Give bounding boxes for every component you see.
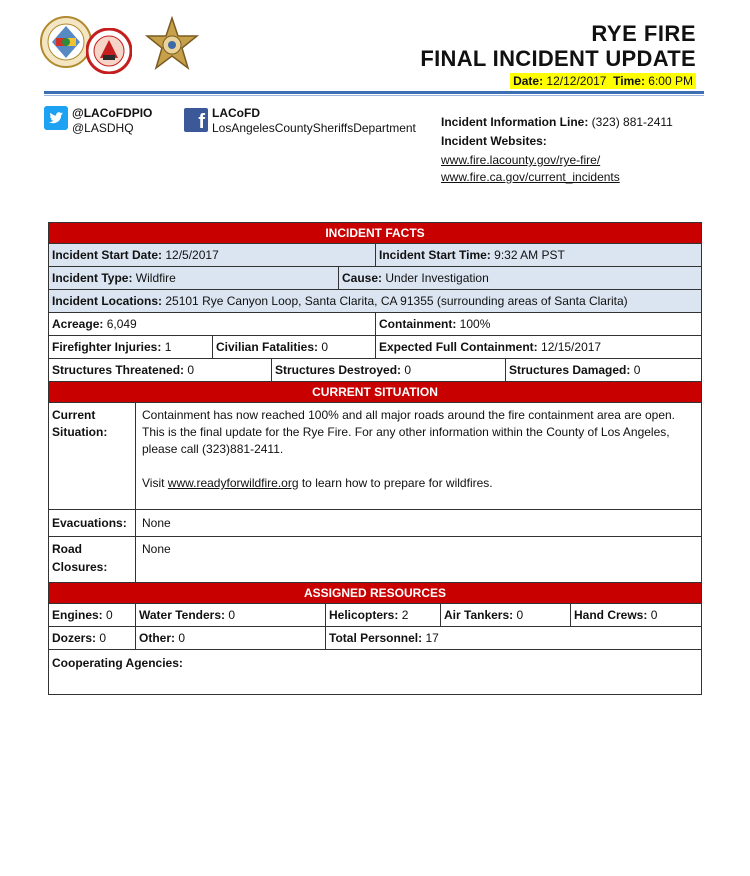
locations-value: 25101 Rye Canyon Loop, Santa Clarita, CA 91355 (surrounding areas of Santa Clarita) (165, 294, 628, 308)
hand-crews-label: Hand Crews: (574, 608, 648, 622)
time-value: 6:00 PM (648, 74, 693, 88)
visit-line (142, 475, 691, 492)
readyforwildfire-link[interactable]: www.readyforwildfire.org (167, 476, 299, 490)
header-divider (44, 91, 704, 94)
type-value: Wildfire (135, 271, 176, 285)
type-label: Incident Type: (52, 271, 133, 285)
total-personnel-value: 17 (425, 631, 439, 645)
county-seal-icon (40, 16, 92, 68)
road-closures-row (49, 537, 701, 583)
date-label: Date: (513, 74, 544, 88)
water-tenders-label: Water Tenders: (139, 608, 226, 622)
situation-text: Containment has now reached 100% and all major roads around the fire containment area are open. This is the final update for the Rye Fire. For any other information within the County of Los Angeles, please call (323)881-2411. (142, 408, 675, 456)
facebook-name-fire[interactable]: LACoFD (212, 106, 260, 120)
situation-text-cell (136, 403, 701, 509)
start-date-value: 12/5/2017 (165, 248, 219, 262)
injuries-row (49, 336, 701, 359)
title-block (420, 22, 696, 90)
twitter-handle-fire[interactable]: @LACoFDPIO (72, 106, 153, 120)
containment-cell (376, 313, 701, 335)
civ-fatalities-label: Civilian Fatalities: (216, 340, 319, 354)
start-date-cell (49, 244, 376, 266)
threatened-cell (49, 359, 272, 381)
current-situation-header: CURRENT SITUATION (49, 382, 701, 403)
structures-row (49, 359, 701, 382)
helicopters-label: Helicopters: (329, 608, 399, 622)
engines-cell (49, 604, 136, 626)
websites-label: Incident Websites: (441, 134, 547, 148)
containment-value: 100% (459, 317, 491, 331)
resources-row-2 (49, 627, 701, 650)
agency-logos (40, 16, 210, 80)
facebook-names (212, 106, 416, 136)
info-line (441, 114, 673, 131)
situation-label-line1: Current (52, 408, 96, 422)
website-link-lacounty[interactable]: www.fire.lacounty.gov/rye-fire/ (441, 153, 601, 167)
road-closures-value: None (142, 542, 171, 556)
incident-facts-header: INCIDENT FACTS (49, 223, 701, 244)
time-label: Time: (613, 74, 645, 88)
website-link-calfire[interactable]: www.fire.ca.gov/current_incidents (441, 170, 620, 184)
locations-row (49, 290, 701, 313)
resources-row-1 (49, 604, 701, 627)
info-line-value: (323) 881-2411 (591, 115, 673, 129)
start-row (49, 244, 701, 267)
containment-label: Containment: (379, 317, 457, 331)
expected-containment-value: 12/15/2017 (541, 340, 602, 354)
destroyed-label: Structures Destroyed: (275, 363, 402, 377)
cause-value: Under Investigation (385, 271, 489, 285)
incident-info (441, 114, 673, 186)
assigned-resources-header: ASSIGNED RESOURCES (49, 583, 701, 604)
damaged-value: 0 (633, 363, 641, 377)
visit-suffix: to learn how to prepare for wildfires. (298, 476, 493, 490)
locations-cell (49, 290, 701, 312)
expected-containment-cell (376, 336, 701, 358)
road-closures-label-cell (49, 537, 136, 582)
incident-title: RYE FIRE (591, 21, 696, 46)
incident-form (48, 222, 702, 695)
header-divider-thin (44, 95, 704, 96)
threatened-label: Structures Threatened: (52, 363, 185, 377)
acreage-cell (49, 313, 376, 335)
road-label-line1: Road (52, 542, 82, 556)
total-personnel-cell (326, 627, 701, 649)
dozers-cell (49, 627, 136, 649)
helicopters-cell (326, 604, 441, 626)
evacuations-label: Evacuations: (49, 510, 136, 536)
cause-cell (339, 267, 701, 289)
situation-label-cell (49, 403, 136, 509)
type-cell (49, 267, 339, 289)
twitter-handles (72, 106, 152, 136)
info-line-label: Incident Information Line: (441, 115, 589, 129)
date-value: 12/12/2017 (546, 74, 607, 88)
other-label: Other: (139, 631, 175, 645)
destroyed-value: 0 (404, 363, 412, 377)
ff-injuries-cell (49, 336, 213, 358)
twitter-handle-sheriff[interactable]: @LASDHQ (72, 121, 134, 135)
road-label-line2: Closures: (52, 560, 108, 574)
start-time-cell (376, 244, 701, 266)
visit-prefix: Visit (142, 476, 168, 490)
update-title: FINAL INCIDENT UPDATE (420, 46, 696, 71)
cause-label: Cause: (342, 271, 383, 285)
damaged-label: Structures Damaged: (509, 363, 631, 377)
sheriff-star-badge-icon (144, 16, 200, 76)
date-time-line (510, 73, 696, 89)
air-tankers-cell (441, 604, 571, 626)
acreage-row (49, 313, 701, 336)
hand-crews-value: 0 (650, 608, 658, 622)
civ-fatalities-cell (213, 336, 376, 358)
other-value: 0 (178, 631, 186, 645)
other-cell (136, 627, 326, 649)
start-time-label: Incident Start Time: (379, 248, 491, 262)
cooperating-agencies-row (49, 650, 701, 694)
situation-row (49, 403, 701, 510)
civ-fatalities-value: 0 (321, 340, 329, 354)
air-tankers-value: 0 (516, 608, 524, 622)
water-tenders-value: 0 (228, 608, 236, 622)
locations-label: Incident Locations: (52, 294, 163, 308)
engines-label: Engines: (52, 608, 103, 622)
total-personnel-label: Total Personnel: (329, 631, 423, 645)
cooperating-agencies-label: Cooperating Agencies: (52, 656, 183, 670)
dozers-label: Dozers: (52, 631, 97, 645)
acreage-label: Acreage: (52, 317, 104, 331)
start-time-value: 9:32 AM PST (494, 248, 565, 262)
expected-containment-label: Expected Full Containment: (379, 340, 538, 354)
ff-injuries-label: Firefighter Injuries: (52, 340, 162, 354)
engines-value: 0 (106, 608, 113, 622)
water-tenders-cell (136, 604, 326, 626)
dozers-value: 0 (99, 631, 107, 645)
helicopters-value: 2 (401, 608, 409, 622)
situation-label-line2: Situation: (52, 425, 108, 439)
evacuations-value: None (142, 516, 171, 530)
type-row (49, 267, 701, 290)
start-date-label: Incident Start Date: (52, 248, 163, 262)
destroyed-cell (272, 359, 506, 381)
threatened-value: 0 (187, 363, 195, 377)
evacuations-row (49, 510, 701, 537)
fire-department-seal-icon (86, 28, 132, 74)
ff-injuries-value: 1 (164, 340, 172, 354)
air-tankers-label: Air Tankers: (444, 608, 514, 622)
facebook-name-sheriff[interactable]: LosAngelesCountySheriffsDepartment (212, 121, 416, 135)
facebook-icon: f (184, 108, 208, 132)
twitter-icon (44, 106, 68, 130)
damaged-cell (506, 359, 701, 381)
hand-crews-cell (571, 604, 701, 626)
acreage-value: 6,049 (106, 317, 137, 331)
